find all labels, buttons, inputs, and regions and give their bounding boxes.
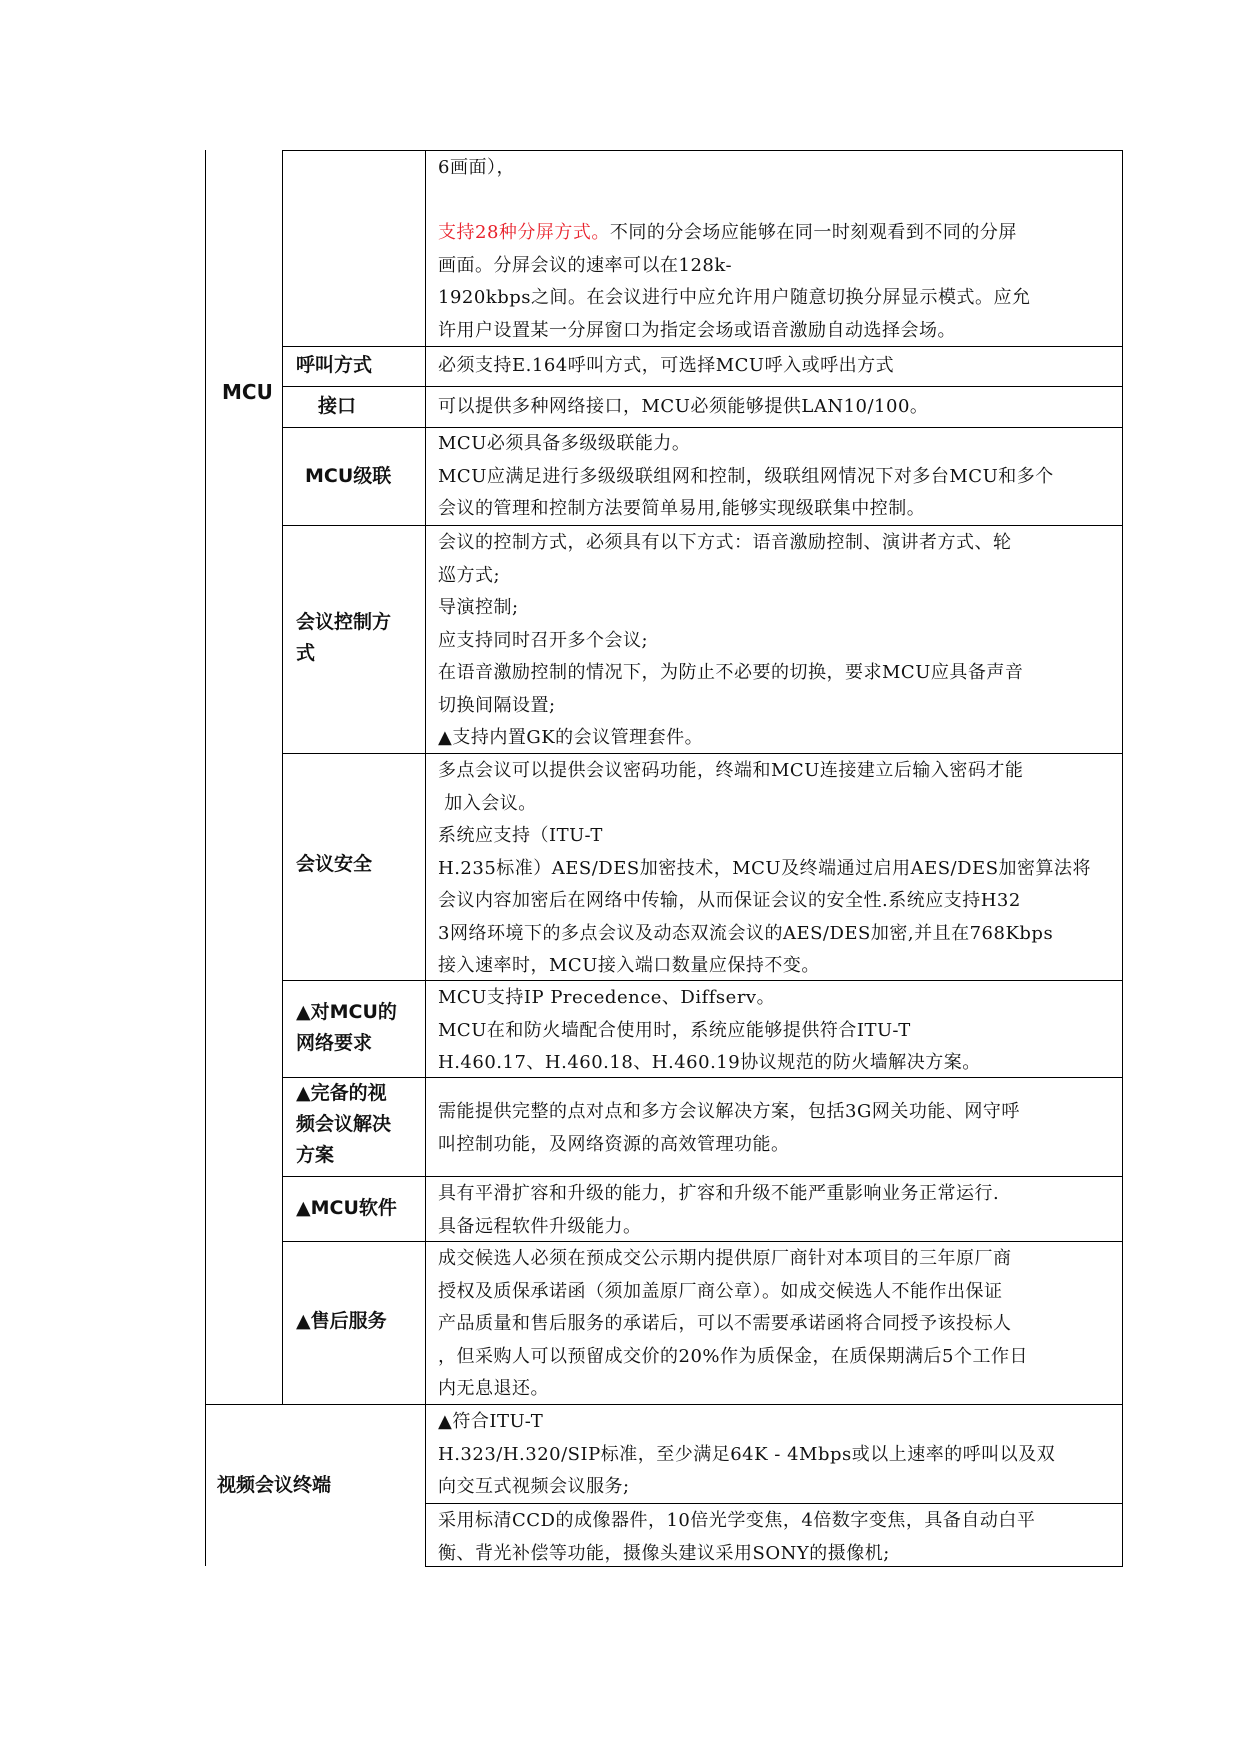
row-label-interface: 接口 xyxy=(318,395,357,417)
highlight-red-text: 支持28种分屏方式。 xyxy=(438,222,610,243)
row-label-mcu-software: ▲MCU软件 xyxy=(296,1197,397,1219)
row-desc-complete-solution: 需能提供完整的点对点和多方会议解决方案，包括3G网关功能、网守呼 叫控制功能，及网络资源的高效管理功能。 xyxy=(438,1101,1020,1155)
row-desc-split-screen: 6画面）， 支持28种分屏方式。不同的分会场应能够在同一时刻观看到不同的分屏 画面。分屏会议的速率可以在128k- 1920kbps之间。在会议进行中应允许用户随意切换分屏显示模式。应允 许用户设置某一分屏窗口为指定会场或语音激励自动选择会场。 xyxy=(438,157,1031,341)
row-desc-network-requirements: MCU支持IP Precedence、Diffserv。 MCU在和防火墙配合使用时，系统应能够提供符合ITU-T H.460.17、H.460.18、H.460.19协议规范的防火墙解决方案。 xyxy=(438,987,981,1073)
row-desc-call-mode: 必须支持E.164呼叫方式，可选择MCU呼入或呼出方式 xyxy=(438,355,895,376)
row-desc-conference-security: 多点会议可以提供会议密码功能，终端和MCU连接建立后输入密码才能 加入会议。 系统应支持（ITU-T H.235标准）AES/DES加密技术，MCU及终端通过启用AES/DES加密算法将 会议内容加密后在网络中传输，从而保证会议的安全性.系统应支持H32 3网络环境下的多点会议及动态双流会议的AES/DES加密,并且在768Kbps 接入速率时，MCU接入端口数量应保持不变。 xyxy=(438,760,1092,976)
table-border-mcu-inner xyxy=(282,150,283,1404)
row-desc-interface: 可以提供多种网络接口，MCU必须能够提供LAN10/100。 xyxy=(438,396,929,417)
table-border-right xyxy=(1122,150,1123,1566)
row-desc-after-sales: 成交候选人必须在预成交公示期内提供原厂商针对本项目的三年原厂商 授权及质保承诺函（须加盖原厂商公章）。如成交候选人不能作出保证 产品质量和售后服务的承诺后，可以不需要承诺函将合同授予该投标人 ，但采购人可以预留成交价的20%作为质保金，在质保期满后5个工作日 内无息退还。 xyxy=(438,1248,1028,1399)
row-desc-conference-control: 会议的控制方式，必须具有以下方式：语音激励控制、演讲者方式、轮 巡方式; 导演控制; 应支持同时召开多个会议; 在语音激励控制的情况下，为防止不必要的切换，要求MCU应具备声音 切换间隔设置; ▲支持内置GK的会议管理套件。 xyxy=(438,532,1024,748)
row-divider xyxy=(282,386,1123,387)
row-desc-mcu-cascade: MCU必须具备多级级联能力。 MCU应满足进行多级级联组网和控制，级联组网情况下对多台MCU和多个 会议的管理和控制方法要简单易用,能够实现级联集中控制。 xyxy=(438,433,1054,519)
row-label-network-requirements: ▲对MCU的 网络要求 xyxy=(296,1001,397,1054)
row-label-mcu-cascade: MCU级联 xyxy=(305,465,392,487)
row-label-after-sales: ▲售后服务 xyxy=(296,1310,387,1332)
split-screen-text: 不同的分会场应能够在同一时刻观看到不同的分屏 xyxy=(609,222,1017,243)
row-label-complete-solution: ▲完备的视 频会议解决 方案 xyxy=(296,1082,392,1166)
row-label-call-mode: 呼叫方式 xyxy=(296,354,373,376)
category-label-terminal: 视频会议终端 xyxy=(217,1474,332,1496)
row-desc-mcu-software: 具有平滑扩容和升级的能力，扩容和升级不能严重影响业务正常运行. 具备远程软件升级能力。 xyxy=(438,1183,1000,1237)
table-border-top xyxy=(282,150,1123,151)
table-border-left xyxy=(205,150,206,1566)
terminal-desc-standards: ▲符合ITU-T H.323/H.320/SIP标准，至少满足64K - 4Mbps或以上速率的呼叫以及双 向交互式视频会议服务; xyxy=(438,1411,1056,1497)
terminal-desc-camera: 采用标清CCD的成像器件，10倍光学变焦，4倍数字变焦，具备自动白平 衡、背光补偿等功能，摄像头建议采用SONY的摄像机; xyxy=(438,1510,1036,1564)
row-label-conference-security: 会议安全 xyxy=(296,853,373,875)
row-divider xyxy=(282,1176,1123,1177)
table-border-label-right xyxy=(425,150,426,1566)
category-label-mcu: MCU xyxy=(222,380,273,404)
row-label-conference-control: 会议控制方 式 xyxy=(296,611,392,664)
